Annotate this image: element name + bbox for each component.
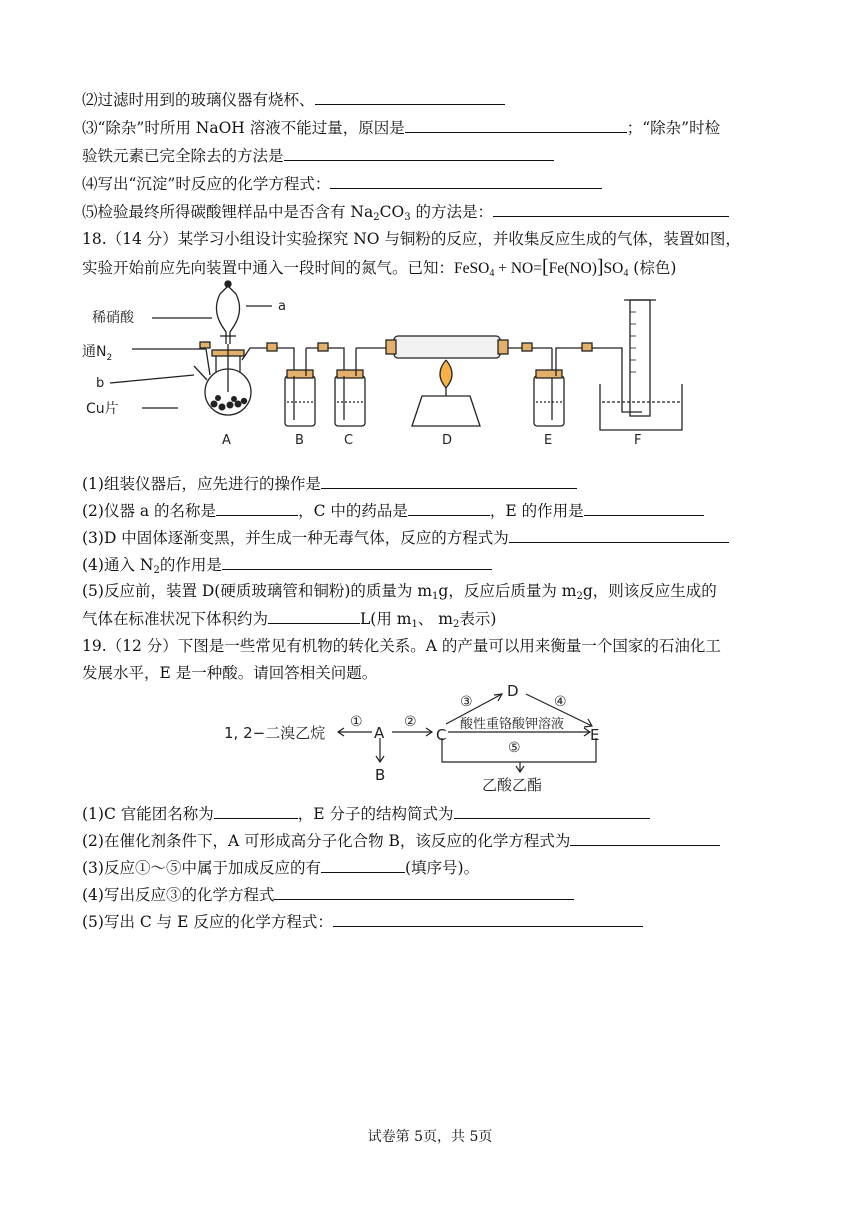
label-n2: 通$N_2$ bbox=[82, 344, 113, 363]
q18-intro-text-2: 实验开始前应先向装置中通入一段时间的氮气。已知： bbox=[82, 259, 455, 277]
q18-p2-text-c: ，E 的作用是 bbox=[489, 502, 584, 520]
q19-part3 bbox=[82, 856, 780, 879]
label-reaction-5: ⑤ bbox=[508, 740, 521, 756]
label-dibromoethane: 1, 2−二溴乙烷 bbox=[224, 724, 326, 742]
subscript: 3 bbox=[404, 212, 411, 223]
label-A: A bbox=[374, 724, 385, 742]
label-reagent: 酸性重铬酸钾溶液 bbox=[460, 717, 565, 732]
q19-p1-text: (1)C 官能团名称为 bbox=[82, 805, 214, 823]
q18-p2-text-b: ，C 中的药品是 bbox=[298, 502, 408, 520]
answer-blank[interactable] bbox=[315, 88, 505, 105]
label-C: C bbox=[436, 726, 447, 744]
answer-blank[interactable] bbox=[333, 910, 643, 927]
label-reaction-3: ③ bbox=[460, 694, 473, 710]
q17-part2 bbox=[82, 88, 780, 111]
q18-intro-line1 bbox=[82, 228, 780, 250]
label-B: B bbox=[375, 766, 386, 784]
separatory-funnel bbox=[216, 286, 239, 344]
q17-p2-text: ⑵过滤时用到的玻璃仪器有烧杯、 bbox=[82, 91, 315, 109]
label-reaction-1: ① bbox=[350, 714, 363, 730]
q18-part5: (5)反应前，装置 D(硬质玻璃管和铜粉)的质量为 $m_1g$，反应后质量为 $m_2g$，则该反应生成的 bbox=[82, 582, 717, 602]
answer-blank[interactable] bbox=[321, 472, 577, 489]
answer-blank[interactable] bbox=[216, 499, 298, 516]
answer-blank[interactable] bbox=[214, 802, 298, 819]
q19-part1 bbox=[82, 802, 780, 825]
water-trough bbox=[600, 384, 682, 430]
q17-p5-formula: CO bbox=[379, 203, 405, 221]
q19-p4-text: (4)写出反应③的化学方程式 bbox=[82, 886, 275, 904]
reaction-scheme bbox=[220, 682, 620, 794]
q17-part4 bbox=[82, 172, 780, 195]
q19-intro-line1 bbox=[82, 635, 780, 657]
answer-blank[interactable] bbox=[321, 856, 405, 873]
q17-p4-text: ⑷写出“沉淀”时反应的化学方程式： bbox=[82, 175, 331, 193]
answer-blank[interactable] bbox=[408, 499, 490, 516]
q19-part4 bbox=[82, 883, 780, 906]
q17-part5 bbox=[82, 200, 780, 229]
q18-p4-text: (4)通入 N bbox=[82, 556, 154, 574]
wash-bottle-e bbox=[534, 376, 564, 426]
q18-part5-cont: 气体在标准状况下体积约为 L(用 $m_1$、 $m_2$表示) bbox=[82, 607, 780, 636]
label-B: B bbox=[295, 433, 304, 448]
label-reaction-4: ④ bbox=[554, 694, 567, 710]
q17-p5-text: ⑸检验最终所得碳酸锂样品中是否含有 Na bbox=[82, 203, 374, 221]
q17-p3-text-b: ；“除杂”时检 bbox=[626, 119, 721, 137]
label-ethyl-acetate: 乙酸乙酯 bbox=[482, 776, 543, 794]
label-A: A bbox=[222, 433, 231, 448]
label-E: E bbox=[544, 433, 553, 448]
label-E: E bbox=[590, 726, 600, 744]
wash-bottle-c bbox=[335, 376, 365, 426]
answer-blank[interactable] bbox=[509, 526, 729, 543]
label-C: C bbox=[344, 433, 354, 448]
q17-p3-text-c: 验铁元素已完全除去的方法是 bbox=[82, 147, 284, 165]
q19-intro-text-2: 发展水平，E 是一种酸。请回答相关问题。 bbox=[82, 664, 378, 682]
q19-part5 bbox=[82, 910, 780, 933]
answer-blank[interactable] bbox=[274, 883, 574, 900]
q19-p3-text-b: (填序号)。 bbox=[404, 859, 480, 877]
label-a: a bbox=[278, 299, 286, 314]
q17-p3-text: ⑶“除杂”时所用 NaOH 溶液不能过量，原因是 bbox=[82, 119, 405, 137]
q17-part3-cont bbox=[82, 144, 780, 167]
answer-blank[interactable] bbox=[268, 607, 360, 624]
label-F: F bbox=[634, 433, 642, 448]
q18-p3-text: (3)D 中固体逐渐变黑，并生成一种无毒气体，反应的方程式为 bbox=[82, 529, 509, 547]
q18-p5-text: (5)反应前，装置 D(硬质玻璃管和铜粉)的质量为 m bbox=[82, 582, 433, 600]
flame bbox=[440, 360, 452, 388]
label-b: b bbox=[96, 376, 105, 391]
q19-p2-text: (2)在催化剂条件下，A 可形成高分子化合物 B，该反应的化学方程式为 bbox=[82, 832, 571, 850]
known-equation: FeSO$_4$ + $NO=[Fe(NO)]SO_4$ bbox=[454, 256, 629, 279]
q18-p1-text: (1)组装仪器后，应先进行的操作是 bbox=[82, 475, 321, 493]
q17-p5-text-b: 的方法是： bbox=[410, 203, 493, 221]
q18-intro-text: 18.（14 分）某学习小组设计实验探究 NO 与铜粉的反应，并收集反应生成的气体，装置如图， bbox=[82, 230, 741, 248]
answer-blank[interactable] bbox=[405, 116, 627, 133]
alcohol-lamp bbox=[412, 396, 480, 426]
label-dilute-nitric-acid: 稀硝酸 bbox=[92, 310, 134, 326]
label-reaction-2: ② bbox=[404, 714, 417, 730]
wash-bottle-b bbox=[285, 376, 315, 426]
answer-blank[interactable] bbox=[584, 499, 704, 516]
label-cu: Cu片 bbox=[86, 401, 119, 417]
answer-blank[interactable] bbox=[284, 144, 554, 161]
answer-blank[interactable] bbox=[493, 200, 729, 217]
answer-blank[interactable] bbox=[330, 172, 602, 189]
q19-p1-text-b: ，E 分子的结构简式为 bbox=[297, 805, 454, 823]
subscript: 2 bbox=[373, 212, 380, 223]
q19-p5-text: (5)写出 C 与 E 反应的化学方程式： bbox=[82, 913, 333, 931]
hard-glass-tube bbox=[394, 336, 500, 358]
answer-blank[interactable] bbox=[454, 802, 650, 819]
subscript: 2 bbox=[153, 565, 160, 576]
q17-part3 bbox=[82, 116, 780, 139]
answer-blank[interactable] bbox=[222, 553, 492, 570]
brown-note: (棕色) bbox=[628, 259, 677, 277]
q18-p5-text-d: 气体在标准状况下体积约为 bbox=[82, 610, 269, 628]
q19-intro-line2 bbox=[82, 662, 780, 684]
label-D: D bbox=[507, 682, 519, 700]
q19-p3-text: (3)反应①～⑤中属于加成反应的有 bbox=[82, 859, 321, 877]
page-footer: 试卷第 5页，共 5页 bbox=[367, 1129, 493, 1145]
q18-part1 bbox=[82, 472, 780, 495]
apparatus-figure bbox=[82, 280, 702, 452]
label-D: D bbox=[442, 433, 453, 448]
answer-blank[interactable] bbox=[570, 829, 720, 846]
q18-part3 bbox=[82, 526, 780, 549]
q18-part4 bbox=[82, 553, 780, 582]
q19-part2 bbox=[82, 829, 780, 852]
measuring-cylinder bbox=[630, 300, 650, 416]
q19-intro-text: 19.（12 分）下图是一些常见有机物的转化关系。A 的产量可以用来衡量一个国家的石油化工 bbox=[82, 637, 721, 655]
q18-part2 bbox=[82, 499, 780, 522]
q18-p4-text-b: 的作用是 bbox=[159, 556, 222, 574]
q18-p2-text: (2)仪器 a 的名称是 bbox=[82, 502, 217, 520]
